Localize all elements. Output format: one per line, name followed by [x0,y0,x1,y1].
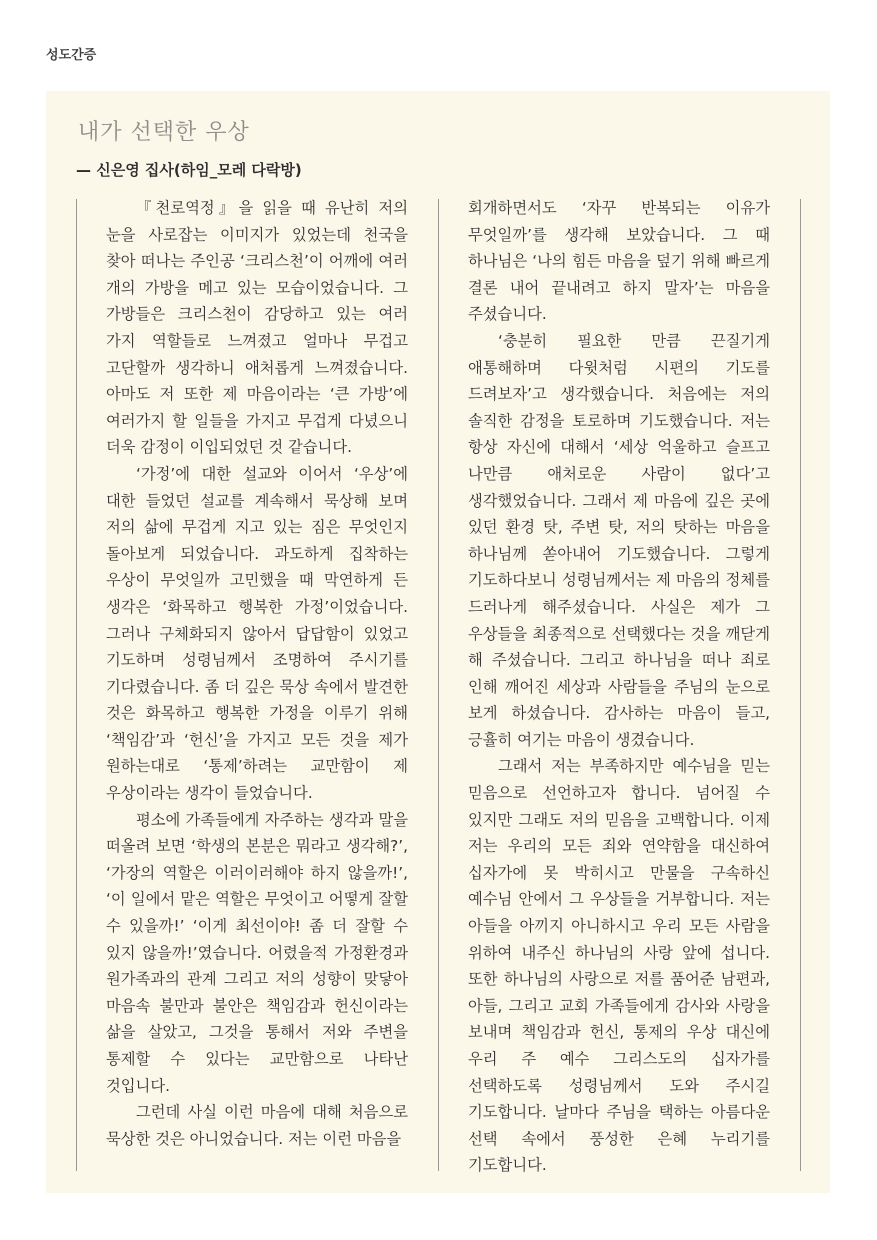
left-column [106,195,408,1152]
article-author: — 신은영 집사(하임_모레 다락방) [76,161,302,179]
paragraph: 그래서 저는 부족하지만 예수님을 믿는 믿음으로 선언하고자 합니다. 넘어질 수 있지만 그래도 저의 믿음을 고백합니다. 이제 저는 우리의 모든 죄와 연약함을 대신하여 십자가에 못 박히시고 만물을 구속하신 예수님 안에서 그 우상들을 거부합니다. 저는 아들을 아끼지 아니하시고 우리 모든 사람을 위하여 내주신 하나님의 사랑 앞에 섭니다. 또한 하나님의 사랑으로 저를 품어준 남편과, 아들, 그리고 교회 가족들에게 감사와 사랑을 보내며 책임감과 헌신, 통제의 우상 대신에 우리 주 예수 그리스도의 십자가를 선택하도록 성령님께서 도와 주시길 기도합니다. 날마다 주님을 택하는 아름다운 선택 속에서 풍성한 은혜 누리기를 기도합니다. [468,757,770,1175]
paragraph-continuation: 회개하면서도 ‘자꾸 반복되는 이유가 무엇일까’를 생각해 보았습니다. 그 때 하나님은 ‘나의 힘든 마음을 덮기 위해 빠르게 결론 내어 끝내려고 하지 말자’는 마음을 주셨습니다. [468,199,770,324]
paragraph: ‘충분히 필요한 만큼 끈질기게 애통해하며 다윗처럼 시편의 기도를 드려보자’고 생각했습니다. 처음에는 저의 솔직한 감정을 토로하며 기도했습니다. 저는 항상 자신에 대해서 ‘세상 억울하고 슬프고 나만큼 애처로운 사람이 없다’고 생각했었습니다. 그래서 제 마음에 깊은 곳에 있던 환경 탓, 주변 탓, 저의 탓하는 마음을 하나님께 쏟아내어 기도했습니다. 그렇게 기도하다보니 성령님께서는 제 마음의 정체를 드러나게 해주셨습니다. 사실은 제가 그 우상들을 최종적으로 선택했다는 것을 깨닫게 해 주셨습니다. 그리고 하나님을 떠나 죄로 인해 깨어진 세상과 사람들을 주님의 눈으로 보게 하셨습니다. 감사하는 마음이 들고, 긍휼히 여기는 마음이 생겼습니다. [468,331,770,749]
right-column [468,195,770,1179]
section-label: 성도간증 [46,48,97,63]
paragraph: ‘가정’에 대한 설교와 이어서 ‘우상’에 대한 들었던 설교를 계속해서 묵상해 보며 저의 삶에 무겁게 지고 있는 짐은 무엇인지 돌아보게 되었습니다. 과도하게 집착하는 우상이 무엇일까 고민했을 때 막연하게 든 생각은 ‘화목하고 행복한 가정’이었습니다. 그러나 구체화되지 않아서 답답함이 있었고 기도하며 성령님께서 조명하여 주시기를 기다렸습니다. 좀 더 깊은 묵상 속에서 발견한 것은 화목하고 행복한 가정을 이루기 위해 ‘책임감’과 ‘헌신’을 가지고 모든 것을 제가 원하는대로 ‘통제’하려는 교만함이 제 우상이라는 생각이 들었습니다. [106,464,408,803]
center-divider-line [438,199,439,1171]
paragraph: 그런데 사실 이런 마음에 대해 처음으로 묵상한 것은 아니었습니다. 저는 이런 마음을 [106,1103,408,1148]
article-title: 내가 선택한 우상 [78,120,250,145]
right-divider-line [800,199,801,1171]
paragraph: 평소에 가족들에게 자주하는 생각과 말을 떠올려 보면 ‘학생의 본분은 뭐라고 생각해?’, ‘가장의 역할은 이러이러해야 하지 않을까!’, ‘이 일에서 맡은 역할은 무엇이고 어떻게 잘할 수 있을까!’ ‘이게 최선이야! 좀 더 잘할 수 있지 않을까!’였습니다. 어렸을적 가정환경과 원가족과의 관계 그리고 저의 성향이 맞닿아 마음속 불만과 불안은 책임감과 헌신이라는 삶을 살았고, 그것을 통해서 저와 주변을 통제할 수 있다는 교만함으로 나타난 것입니다. [106,810,408,1095]
article-panel [46,91,830,1193]
left-divider-line [76,199,77,1171]
paragraph: 『천로역정』을 읽을 때 유난히 저의 눈을 사로잡는 이미지가 있었는데 천국을 찾아 떠나는 주인공 ‘크리스천’이 어깨에 여러 개의 가방을 메고 있는 모습이었습니다. 그 가방들은 크리스천이 감당하고 있는 여러 가지 역할들로 느껴졌고 얼마나 무겁고 고단할까 생각하니 애처롭게 느껴졌습니다. 아마도 저 또한 제 마음이라는 ‘큰 가방’에 여러가지 할 일들을 가지고 무겁게 다녔으니 더욱 감정이 이입되었던 것 같습니다. [106,199,408,457]
